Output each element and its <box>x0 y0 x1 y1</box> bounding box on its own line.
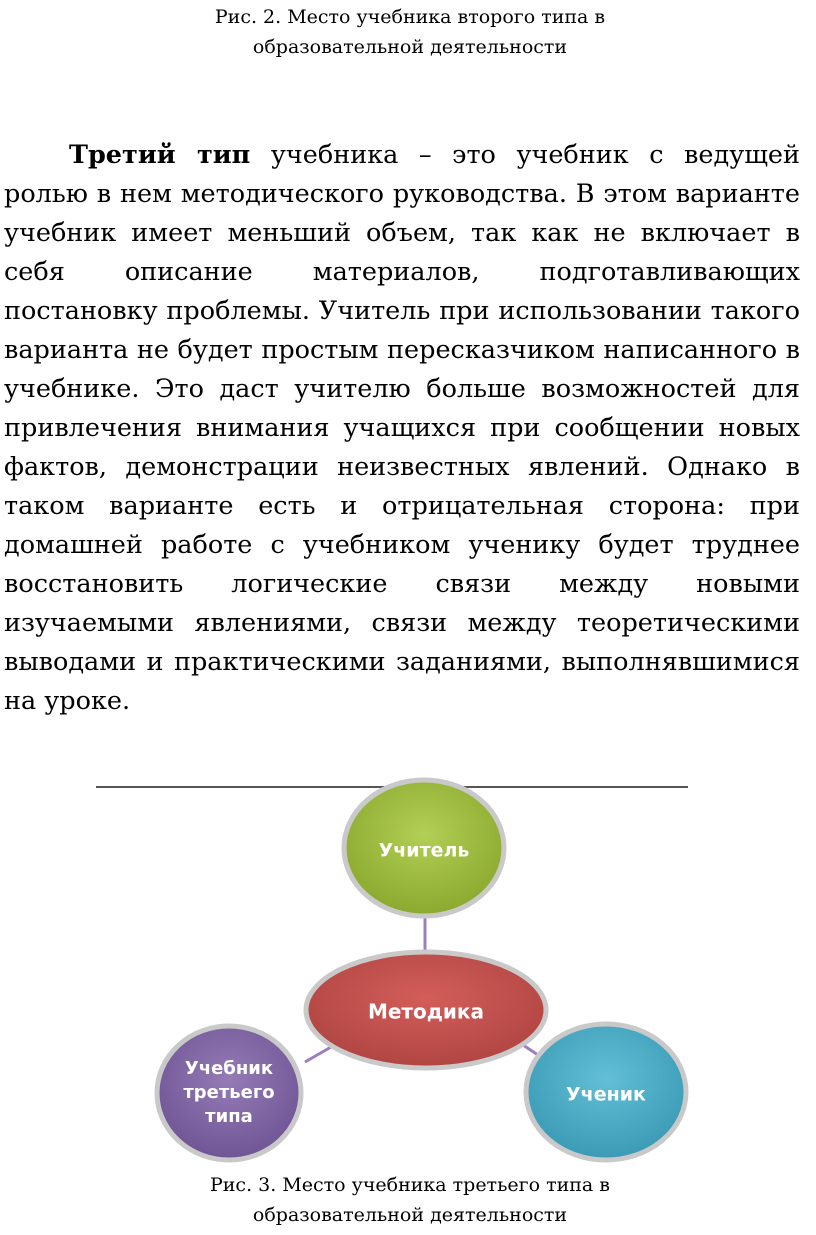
body-paragraph <box>4 136 800 721</box>
node-teacher <box>344 780 504 916</box>
node-textbook-label-line1: Учебник <box>184 1058 274 1079</box>
node-textbook-label-line2: третьего <box>183 1082 275 1103</box>
node-teacher-label: Учитель <box>378 839 470 862</box>
textbook-diagram <box>0 770 816 1170</box>
figure-3-caption <box>150 1170 670 1230</box>
figure-2-caption-line2: образовательной деятельности <box>252 36 568 58</box>
node-method <box>306 952 546 1068</box>
node-student-label: Ученик <box>566 1083 646 1106</box>
paragraph-lead-bold: Третий тип <box>69 139 251 170</box>
node-student <box>526 1024 686 1160</box>
node-textbook-label-line3: типа <box>205 1106 253 1127</box>
node-method-label: Методика <box>367 999 485 1024</box>
paragraph-text: учебника – это учебник с ведущей ролью в нем методического руководства. В этом варианте учебник имеет меньший объем, так как не включает в себя описание материалов, подготавливающих постановку проблемы. Учитель при использовании такого варианта не будет простым пересказчиком написанного в учебнике. Это даст учителю больше возможностей для привлечения внимания учащихся при сообщении новых фактов, демонстрации неизвестных явлений. Однако в таком варианте есть и отрицательная сторона: при домашней работе с учебником ученику будет труднее восстановить логические связи между новыми изучаемыми явлениями, связи между теоретическими выводами и практическими заданиями, выполнявшимися на уроке. <box>4 139 800 716</box>
figure-2-caption-line1: Рис. 2. Место учебника второго типа в <box>214 6 606 28</box>
figure-2-caption <box>150 2 670 62</box>
figure-3-caption-line1: Рис. 3. Место учебника третьего типа в <box>209 1174 610 1196</box>
node-textbook <box>157 1026 301 1160</box>
figure-3-caption-line2: образовательной деятельности <box>252 1204 568 1226</box>
